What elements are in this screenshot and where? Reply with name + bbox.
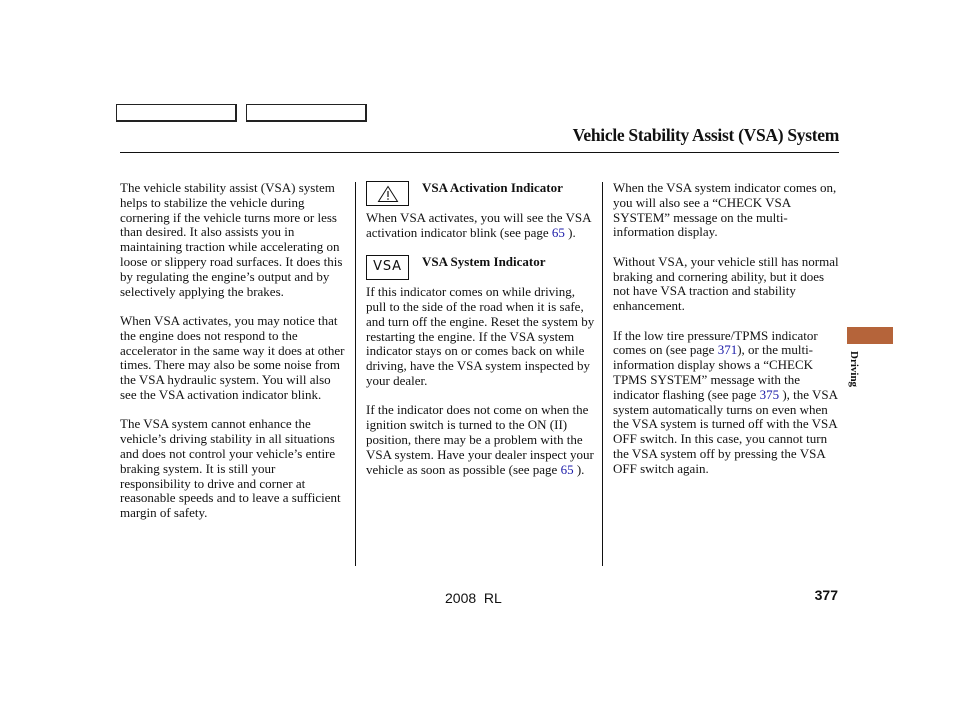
paragraph: When VSA activates, you may notice that the engine does not respond to the accelerator in the same way it does at other times. There may also be some noise from the VSA hydraulic system. You will also see the VSA activation indicator blink. [120, 312, 345, 402]
column-divider [355, 182, 356, 566]
vsa-indicator-icon: VSA [366, 255, 409, 280]
page-title: Vehicle Stability Assist (VSA) System [572, 125, 839, 145]
section-tab[interactable] [847, 327, 893, 344]
page-link[interactable]: 65 [560, 461, 574, 477]
paragraph: The VSA system cannot enhance the vehicle’s driving stability in all situations and does not control your vehicle’s entire braking system. It is still your responsibility to drive and corner at reasonable speeds and to leave a sufficient margin of safety. [120, 416, 341, 521]
paragraph: When the VSA system indicator comes on, you will also see a “CHECK VSA SYSTEM” message on the multi-information display. [613, 180, 837, 240]
system-indicator-title: VSA System Indicator [422, 254, 546, 270]
paragraph: The vehicle stability assist (VSA) system helps to stabilize the vehicle during cornering if the vehicle turns more or less than desired. It also assists you in maintaining traction while accelerating on loose or slippery road surfaces. It does this by regulating the engine’s output and by selectively applying the brakes. [120, 180, 343, 299]
next-page-button[interactable] [246, 104, 367, 122]
page-link[interactable]: 65 [551, 224, 565, 240]
page-link[interactable]: 371 [717, 342, 738, 358]
column-1 [120, 181, 348, 536]
title-rule [120, 152, 839, 153]
warning-triangle-icon [366, 181, 409, 206]
column-3 [613, 181, 843, 491]
page-number: 377 [814, 587, 838, 603]
activation-indicator-heading [366, 181, 596, 211]
paragraph: When VSA activates, you will see the VSA activation indicator blink (see page 65 ). [366, 210, 591, 240]
paragraph: If this indicator comes on while driving, pull to the side of the road when it is safe, and turn off the engine. Reset the system by restarting the engine. If the VSA system indicator stays on or comes back on while driving, have the VSA system inspected by your dealer. [366, 284, 595, 388]
system-indicator-heading [366, 255, 596, 285]
previous-page-button[interactable] [116, 104, 237, 122]
section-label: Driving [848, 351, 860, 388]
activation-indicator-title: VSA Activation Indicator [422, 180, 563, 195]
paragraph: If the indicator does not come on when the ignition switch is turned to the ON (II) position, there may be a problem with the VSA system. Have your dealer inspect your vehicle as soon as possible (see page 65 ). [366, 402, 594, 477]
page-link[interactable]: 375 [759, 386, 780, 402]
paragraph: If the low tire pressure/TPMS indicator comes on (see page 371), or the multi-information display shows a “CHECK TPMS SYSTEM” message with the indicator flashing (see page 375 ), the VSA system automatically turns on even when the VSA system is turned off with the VSA OFF switch. In this case, you cannot turn the VSA system off by pressing the VSA OFF switch again. [613, 327, 838, 476]
paragraph: Without VSA, your vehicle still has normal braking and cornering ability, but it does not have VSA traction and stability enhancement. [613, 253, 839, 314]
footer-model: 2008 RL [445, 590, 502, 606]
column-divider [602, 182, 603, 566]
column-2 [366, 181, 596, 492]
